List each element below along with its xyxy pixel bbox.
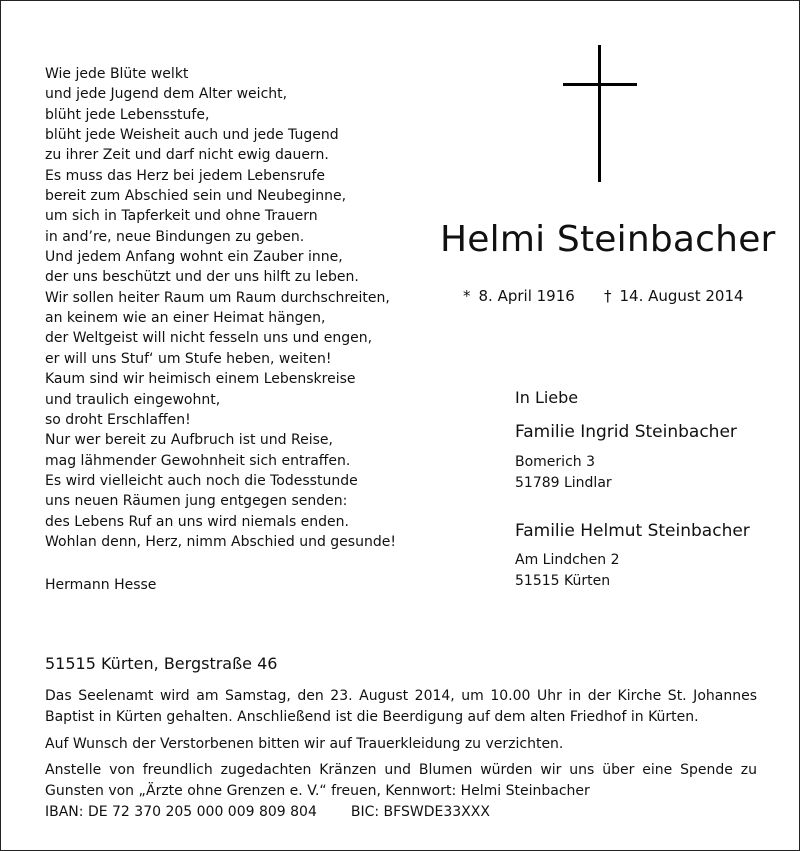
poem-line: Wie jede Blüte welkt [45, 66, 189, 82]
poem-line: in and’re, neue Bindungen zu geben. [45, 228, 305, 245]
poem-line: Und jedem Anfang wohnt ein Zauber inne, [45, 249, 343, 266]
poem-line: blüht jede Weisheit auch und jede Tugend [45, 127, 339, 144]
iban: IBAN: DE 72 370 205 000 009 809 804 [45, 804, 317, 820]
bic: BIC: BFSWDE33XXX [350, 804, 490, 820]
family-address [515, 452, 612, 494]
poem-line: Es muss das Herz bei jedem Lebensrufe [45, 167, 325, 184]
poem-line: so droht Erschlaffen! [45, 411, 191, 428]
birth-date-line [463, 287, 575, 305]
family-name: Familie Helmut Steinbacher [515, 521, 750, 541]
poem-line: und jede Jugend dem Alter weicht, [45, 86, 288, 103]
poem-line: um sich in Tapferkeit und ohne Trauern [45, 208, 318, 225]
poem-line: Nur wer bereit zu Aufbruch ist und Reise, [45, 432, 333, 449]
cross-icon [563, 45, 637, 182]
death-date-line [604, 287, 744, 305]
family-street: Bomerich 3 [515, 454, 595, 470]
family-name: Familie Ingrid Steinbacher [515, 422, 737, 442]
dress-code-paragraph: Auf Wunsch der Verstorbenen bitten wir auf Trauerkleidung zu verzichten. [45, 736, 564, 752]
poem-line: Wohlan denn, Herz, nimm Abschied und gesunde! [45, 533, 396, 550]
bank-details [45, 804, 490, 820]
poem-line: an keinem wie an einer Heimat hängen, [45, 310, 326, 327]
poem-line: Wir sollen heiter Raum um Raum durchschreiten, [45, 289, 390, 306]
poem-line: der Weltgeist will nicht fesseln uns und engen, [45, 330, 373, 347]
funeral-info-paragraph: Das Seelenamt wird am Samstag, den 23. August 2014, um 10.00 Uhr in der Kirche St. Johannes Baptist in Kürten gehalten. Anschließend ist die Beerdigung auf dem alten Friedhof in Kürten. [45, 688, 757, 725]
in-liebe-label: In Liebe [515, 388, 579, 407]
poem-line: der uns beschützt und der uns hilft zu leben. [45, 269, 359, 286]
poem-line: Kaum sind wir heimisch einem Lebenskreise [45, 371, 356, 388]
family-city: 51515 Kürten [515, 573, 611, 589]
mourning-address: 51515 Kürten, Bergstraße 46 [45, 654, 278, 673]
donation-paragraph: Anstelle von freundlich zugedachten Kränzen und Blumen würden wir uns über eine Spende zu Gunsten von „Ärzte ohne Grenzen e. V.“ freuen, Kennwort: Helmi Steinbacher [45, 762, 757, 799]
poem-line: des Lebens Ruf an uns wird niemals enden. [45, 513, 349, 530]
deceased-name: Helmi Steinbacher [440, 219, 776, 260]
poem-line: mag lähmender Gewohnheit sich entraffen. [45, 452, 351, 469]
family-street: Am Lindchen 2 [515, 552, 620, 568]
poem-line: uns neuen Räumen jung entgegen senden: [45, 493, 348, 510]
poem-line: bereit zum Abschied sein und Neubeginne, [45, 188, 347, 205]
birth-date: 8. April 1916 [478, 287, 575, 305]
poem-line: blüht jede Lebensstufe, [45, 106, 210, 123]
poem-author: Hermann Hesse [45, 577, 157, 593]
death-cross-icon: † [604, 287, 612, 305]
family-address [515, 550, 620, 592]
cross-horizontal-bar [563, 83, 637, 86]
poem [45, 64, 405, 552]
death-date: 14. August 2014 [619, 287, 744, 305]
poem-line: zu ihrer Zeit und darf nicht ewig dauern. [45, 147, 329, 164]
birth-star-icon: * [463, 287, 471, 305]
poem-line: er will uns Stuf‘ um Stufe heben, weiten! [45, 350, 332, 367]
poem-line: und traulich eingewohnt, [45, 391, 221, 408]
poem-line: Es wird vielleicht auch noch die Todesstunde [45, 472, 358, 489]
family-city: 51789 Lindlar [515, 475, 612, 491]
cross-vertical-bar [598, 45, 601, 182]
